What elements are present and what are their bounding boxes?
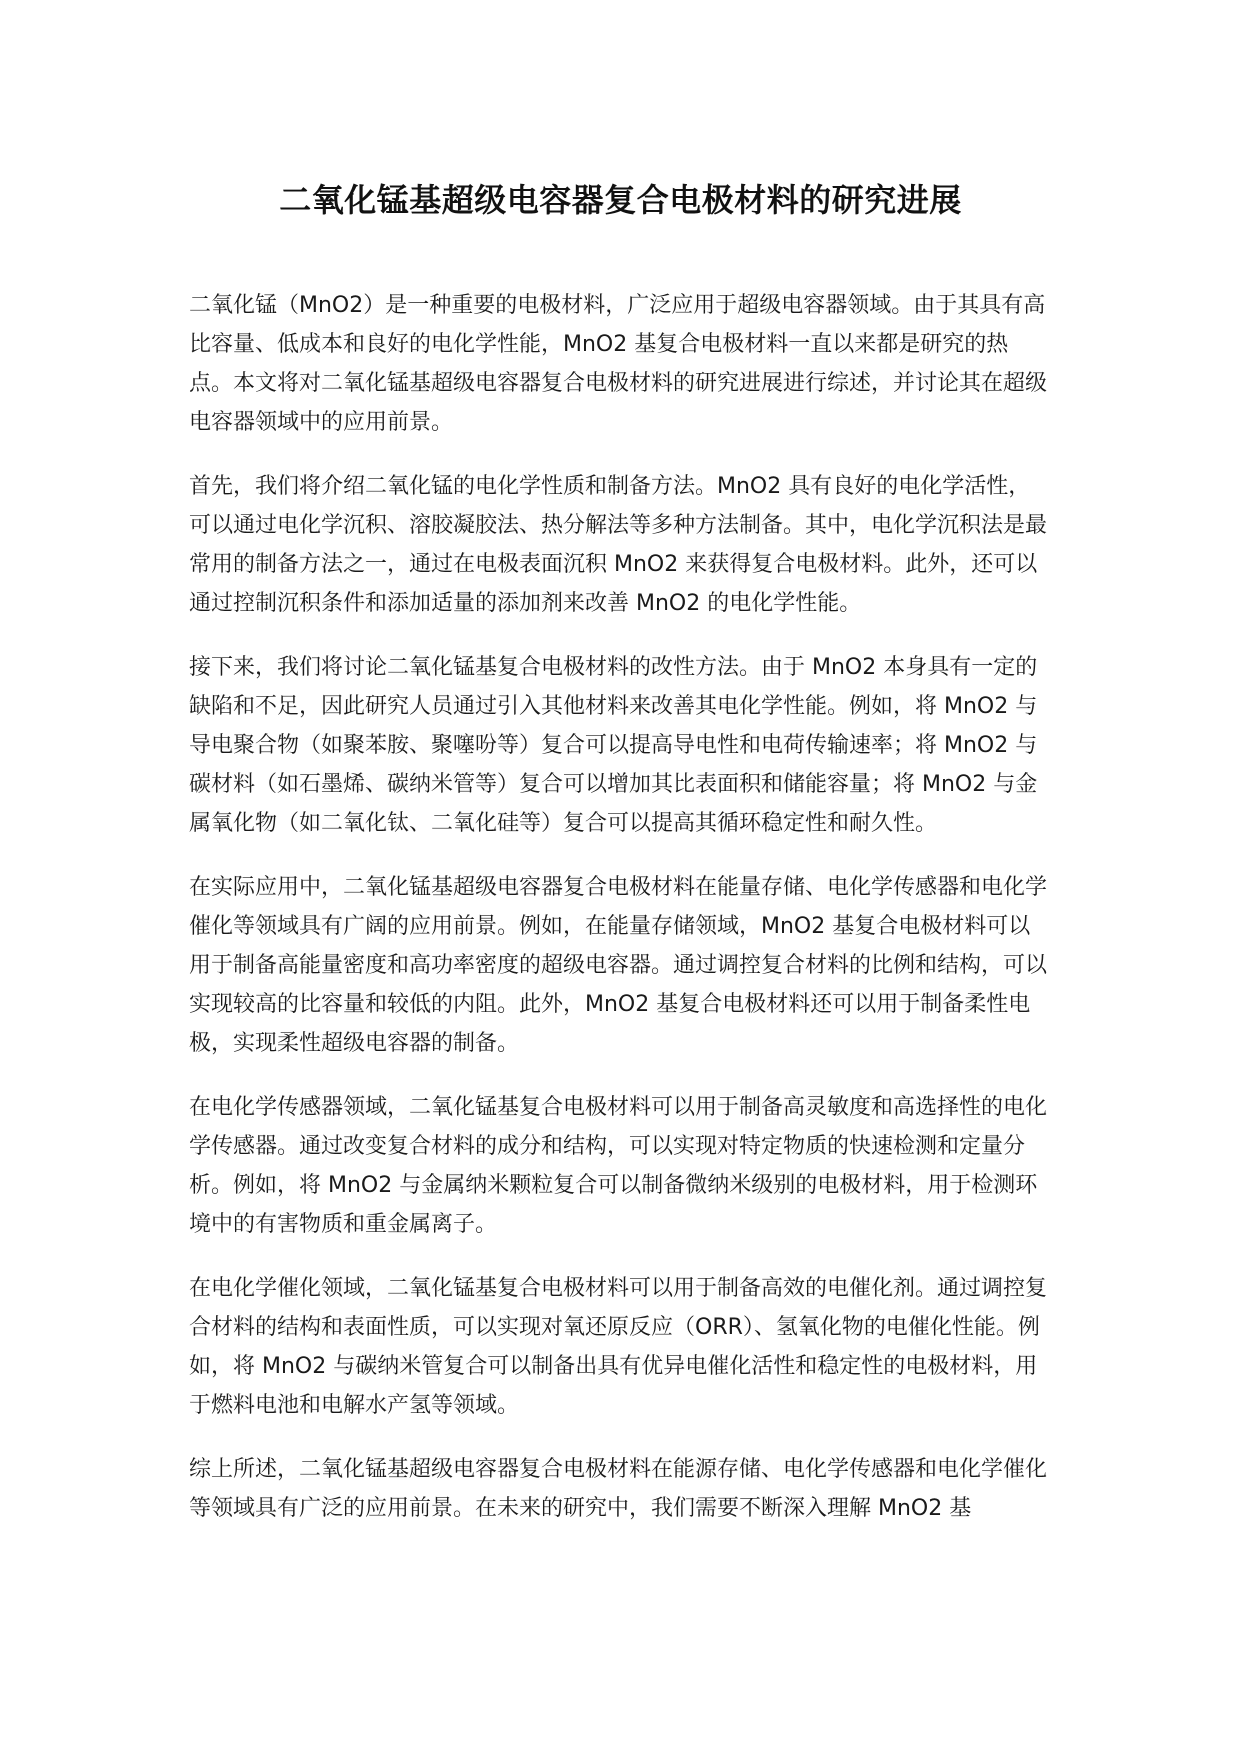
paragraph-conclusion: 综上所述，二氧化锰基超级电容器复合电极材料在能源存储、电化学传感器和电化学催化等领域具有广泛的应用前景。在未来的研究中，我们需要不断深入理解 MnO2 基 <box>189 1457 1048 1521</box>
document-title: 二氧化锰基超级电容器复合电极材料的研究进展 <box>279 181 962 219</box>
paragraph-sensors: 在电化学传感器领域，二氧化锰基复合电极材料可以用于制备高灵敏度和高选择性的电化学传感器。通过改变复合材料的成分和结构，可以实现对特定物质的快速检测和定量分析。例如，将 MnO2 与金属纳米颗粒复合可以制备微纳米级别的电极材料，用于检测环境中的有害物质和重金属离子。 <box>189 1095 1048 1237</box>
paragraph-applications: 在实际应用中，二氧化锰基超级电容器复合电极材料在能量存储、电化学传感器和电化学催化等领域具有广阔的应用前景。例如，在能量存储领域，MnO2 基复合电极材料可以用于制备高能量密度和高功率密度的超级电容器。通过调控复合材料的比例和结构，可以实现较高的比容量和较低的内阻。此外，MnO2 基复合电极材料还可以用于制备柔性电极，实现柔性超级电容器的制备。 <box>189 875 1048 1056</box>
paragraph-preparation: 首先，我们将介绍二氧化锰的电化学性质和制备方法。MnO2 具有良好的电化学活性，可以通过电化学沉积、溶胶凝胶法、热分解法等多种方法制备。其中，电化学沉积法是最常用的制备方法之一，通过在电极表面沉积 MnO2 来获得复合电极材料。此外，还可以通过控制沉积条件和添加适量的添加剂来改善 MnO2 的电化学性能。 <box>189 474 1048 616</box>
document-body <box>189 286 1051 1553</box>
paragraph-catalysis: 在电化学催化领域，二氧化锰基复合电极材料可以用于制备高效的电催化剂。通过调控复合材料的结构和表面性质，可以实现对氧还原反应（ORR）、氢氧化物的电催化性能。例如，将 MnO2 与碳纳米管复合可以制备出具有优异电催化活性和稳定性的电极材料，用于燃料电池和电解水产氢等领域。 <box>189 1276 1048 1418</box>
paragraph-modification: 接下来，我们将讨论二氧化锰基复合电极材料的改性方法。由于 MnO2 本身具有一定的缺陷和不足，因此研究人员通过引入其他材料来改善其电化学性能。例如，将 MnO2 与导电聚合物（如聚苯胺、聚噻吩等）复合可以提高导电性和电荷传输速率；将 MnO2 与碳材料（如石墨烯、碳纳米管等）复合可以增加其比表面积和储能容量；将 MnO2 与金属氧化物（如二氧化钛、二氧化硅等）复合可以提高其循环稳定性和耐久性。 <box>189 655 1038 836</box>
paragraph-intro: 二氧化锰（MnO2）是一种重要的电极材料，广泛应用于超级电容器领域。由于其具有高比容量、低成本和良好的电化学性能，MnO2 基复合电极材料一直以来都是研究的热点。本文将对二氧化锰基超级电容器复合电极材料的研究进展进行综述，并讨论其在超级电容器领域中的应用前景。 <box>189 293 1048 435</box>
